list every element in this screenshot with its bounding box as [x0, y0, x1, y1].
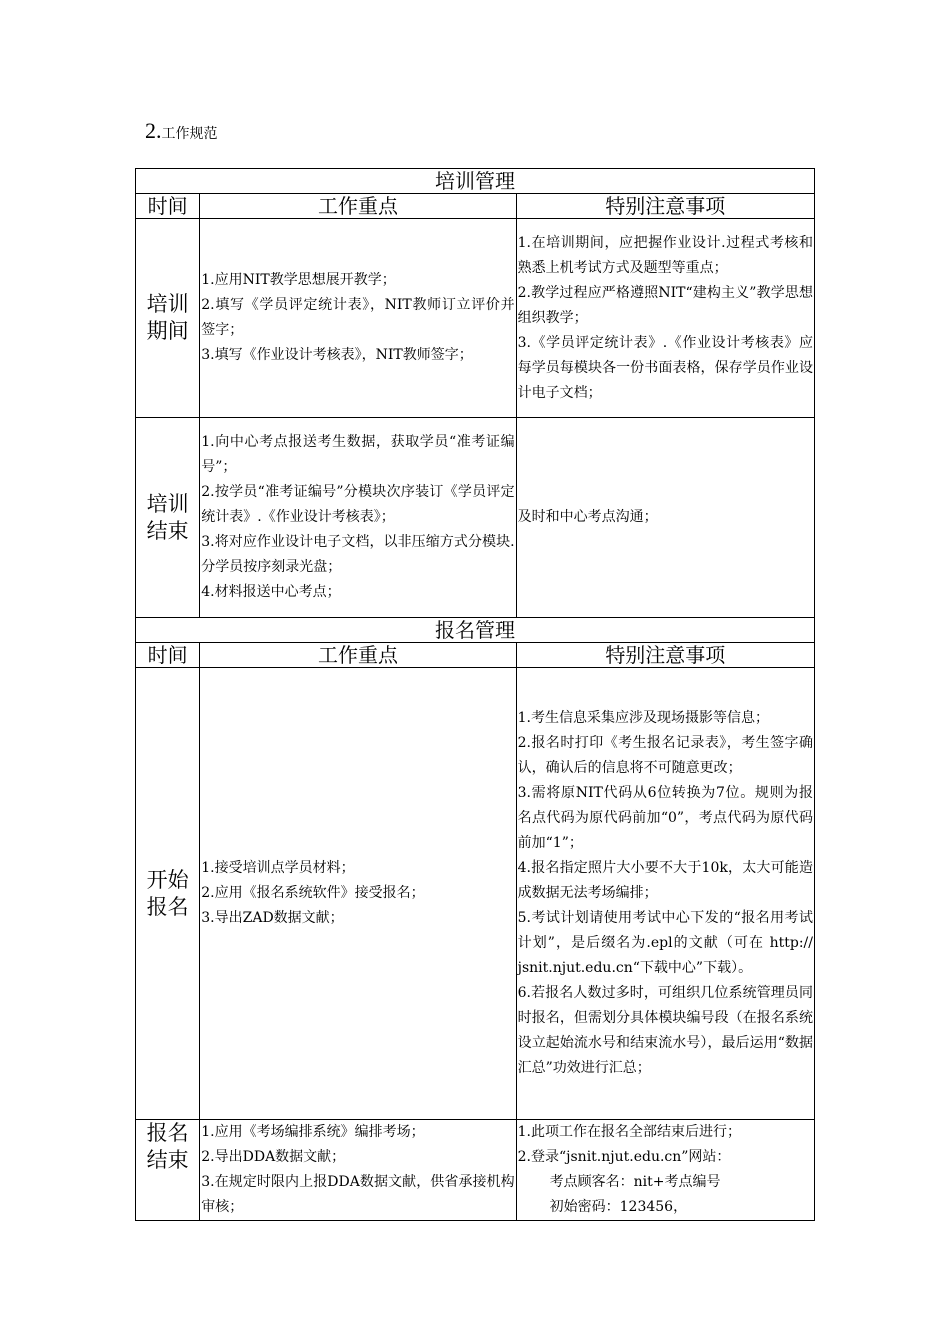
col-header-notes: 特别注意事项 — [516, 194, 814, 219]
notes-cell: 1.考生信息采集应涉及现场摄影等信息； 2.报名时打印《考生报名记录表》，考生签字确认，确认后的信息将不可随意更改； 3.需将原NIT代码从6位转换为7位。规则为报名点代码为原代码前加“0”，考点代码为原代码前加“1”； 4.报名指定照片大小要不大于10k，太大可能造成数据无法考场编排； 5.考试计划请使用考试中心下发的“报名用考试计划”，是后缀名为.epl的文献（可在 http:// jsnit.njut.edu.cn“下载中心”下载）。 6.若报名人数过多时，可组织几位系统管理员同时报名，但需划分具体模块编号段（在报名系统设立起始流水号和结束流水号），最后运用“数据汇总”功效进行汇总； — [516, 668, 814, 1120]
col-header-time: 时间 — [136, 643, 200, 668]
table-row — [136, 418, 815, 618]
focus-cell: 1.应用NIT教学思想展开教学； 2.填写《学员评定统计表》，NIT教师订立评价并签字； 3.填写《作业设计考核表》，NIT教师签字； — [200, 219, 516, 418]
notes-cell: 1.此项工作在报名全部结束后进行； 2.登录“jsnit.njut.edu.cn”网站： 考点顾客名：nit+考点编号 初始密码：123456， — [516, 1120, 814, 1221]
registration-section-title: 报名管理 — [136, 618, 815, 643]
focus-cell: 1.应用《考场编排系统》编排考场； 2.导出DDA数据文献； 3.在规定时限内上报DDA数据文献，供省承接机构审核； — [200, 1120, 516, 1221]
training-section-title: 培训管理 — [136, 169, 815, 194]
section-title: 工作规范 — [161, 126, 218, 142]
table-row — [136, 219, 815, 418]
section-number: 2. — [145, 118, 162, 143]
period-cell: 培训 结束 — [136, 418, 200, 618]
table-row — [136, 1120, 815, 1221]
notes-cell: 及时和中心考点沟通； — [516, 418, 814, 618]
focus-cell: 1.向中心考点报送考生数据，获取学员“准考证编号”； 2.按学员“准考证编号”分模块次序装订《学员评定统计表》.《作业设计考核表》； 3.将对应作业设计电子文档，以非压缩方式分模块.分学员按序刻录光盘； 4.材料报送中心考点； — [200, 418, 516, 618]
period-cell: 开始 报名 — [136, 668, 200, 1120]
col-header-notes: 特别注意事项 — [516, 643, 814, 668]
work-spec-table — [135, 168, 815, 1221]
col-header-focus: 工作重点 — [200, 194, 516, 219]
notes-cell: 1.在培训期间，应把握作业设计.过程式考核和熟悉上机考试方式及题型等重点； 2.教学过程应严格遵照NIT“建构主义”教学思想组织教学； 3.《学员评定统计表》.《作业设计考核表》应每学员每模块各一份书面表格，保存学员作业设计电子文档； — [516, 219, 814, 418]
col-header-time: 时间 — [136, 194, 200, 219]
period-cell: 培训 期间 — [136, 219, 200, 418]
col-header-focus: 工作重点 — [200, 643, 516, 668]
table-row — [136, 668, 815, 1120]
focus-cell: 1.接受培训点学员材料； 2.应用《报名系统软件》接受报名； 3.导出ZAD数据文献； — [200, 668, 516, 1120]
section-heading — [145, 118, 218, 144]
period-cell: 报名 结束 — [136, 1120, 200, 1221]
